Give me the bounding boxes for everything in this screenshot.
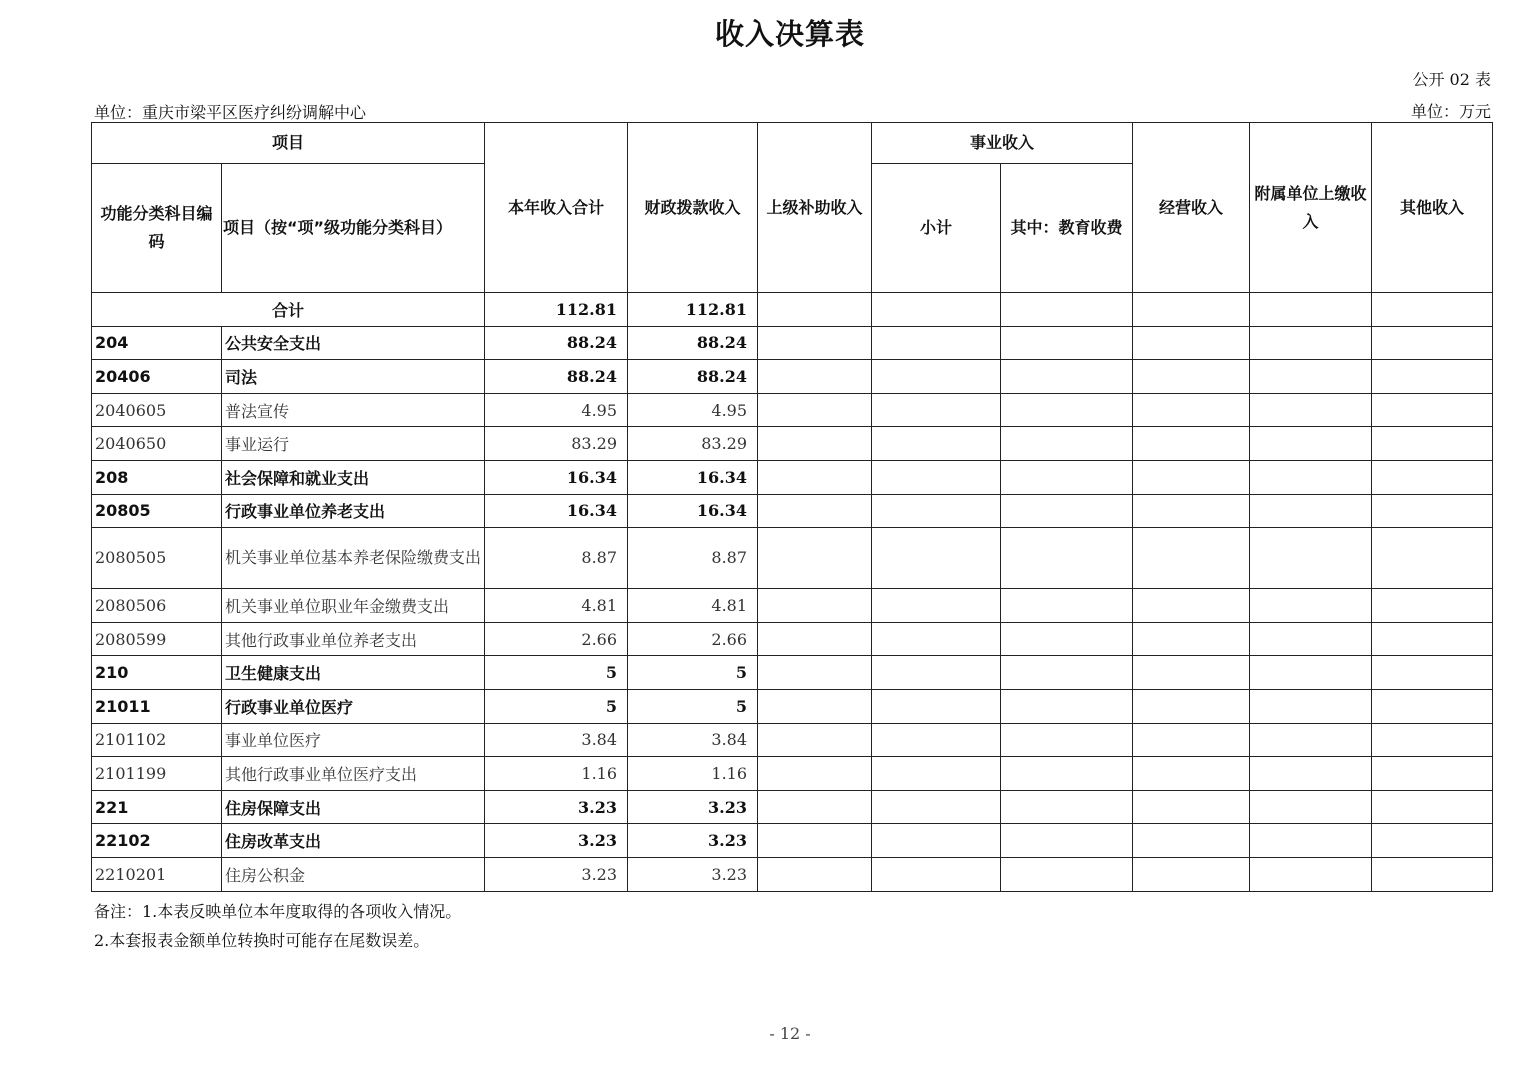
fiscal-cell: 3.84	[628, 723, 758, 757]
total-cell: 4.81	[485, 589, 628, 623]
name-cell: 其他行政事业单位医疗支出	[222, 757, 485, 791]
total-cell: 16.34	[485, 460, 628, 494]
fiscal-cell: 88.24	[628, 326, 758, 360]
header-total-income: 本年收入合计	[485, 123, 628, 293]
fiscal-cell: 8.87	[628, 528, 758, 589]
fiscal-cell: 2.66	[628, 622, 758, 656]
name-cell: 机关事业单位职业年金缴费支出	[222, 589, 485, 623]
name-cell: 事业运行	[222, 427, 485, 461]
name-cell: 住房公积金	[222, 857, 485, 891]
header-education: 其中：教育收费	[1001, 164, 1133, 293]
name-cell: 事业单位医疗	[222, 723, 485, 757]
fiscal-cell: 3.23	[628, 790, 758, 824]
fiscal-cell: 3.23	[628, 857, 758, 891]
name-cell: 司法	[222, 360, 485, 394]
name-cell: 行政事业单位养老支出	[222, 494, 485, 528]
total-cell: 8.87	[485, 528, 628, 589]
fiscal-cell: 3.23	[628, 824, 758, 858]
note-line: 备注：1.本表反映单位本年度取得的各项收入情况。	[94, 902, 462, 921]
fiscal-cell: 5	[628, 689, 758, 723]
table-row-total	[92, 293, 1493, 327]
table-row	[92, 326, 1493, 360]
total-cell: 3.84	[485, 723, 628, 757]
table-row	[92, 689, 1493, 723]
table-row	[92, 494, 1493, 528]
header-affiliated: 附属单位上缴收入	[1250, 123, 1372, 293]
page-title: 收入决算表	[714, 17, 865, 51]
code-cell: 20805	[92, 494, 222, 528]
form-number: 公开 02 表	[1412, 70, 1491, 89]
code-cell: 2210201	[92, 857, 222, 891]
name-cell: 其他行政事业单位养老支出	[222, 622, 485, 656]
code-cell: 21011	[92, 689, 222, 723]
code-cell: 2080506	[92, 589, 222, 623]
name-cell: 住房改革支出	[222, 824, 485, 858]
total-cell: 88.24	[485, 326, 628, 360]
name-cell: 公共安全支出	[222, 326, 485, 360]
header-project: 项目	[92, 123, 485, 164]
table-row	[92, 723, 1493, 757]
code-cell: 22102	[92, 824, 222, 858]
header-name: 项目（按“项”级功能分类科目）	[222, 164, 485, 293]
table-row	[92, 790, 1493, 824]
table-row	[92, 824, 1493, 858]
name-cell: 住房保障支出	[222, 790, 485, 824]
header-other: 其他收入	[1372, 123, 1493, 293]
total-cell: 3.23	[485, 857, 628, 891]
code-cell: 2101102	[92, 723, 222, 757]
fiscal-cell: 83.29	[628, 427, 758, 461]
name-cell: 机关事业单位基本养老保险缴费支出	[222, 528, 485, 589]
code-cell: 2040650	[92, 427, 222, 461]
total-cell: 1.16	[485, 757, 628, 791]
fiscal-cell: 16.34	[628, 494, 758, 528]
note-line: 2.本套报表金额单位转换时可能存在尾数误差。	[94, 931, 430, 950]
code-cell: 2040605	[92, 393, 222, 427]
table-row	[92, 393, 1493, 427]
fiscal-cell: 5	[628, 656, 758, 690]
total-cell: 3.23	[485, 790, 628, 824]
name-cell: 行政事业单位医疗	[222, 689, 485, 723]
total-cell: 5	[485, 656, 628, 690]
total-cell: 2.66	[485, 622, 628, 656]
code-cell: 20406	[92, 360, 222, 394]
table-row	[92, 857, 1493, 891]
total-cell: 16.34	[485, 494, 628, 528]
total-cell: 83.29	[485, 427, 628, 461]
header-operating: 经营收入	[1133, 123, 1250, 293]
fiscal-cell: 16.34	[628, 460, 758, 494]
total-cell: 3.23	[485, 824, 628, 858]
table-row	[92, 427, 1493, 461]
total-label: 合计	[92, 293, 485, 327]
table-row	[92, 622, 1493, 656]
name-cell: 卫生健康支出	[222, 656, 485, 690]
code-cell: 204	[92, 326, 222, 360]
table-row	[92, 656, 1493, 690]
total-cell: 88.24	[485, 360, 628, 394]
total-income-cell: 112.81	[485, 293, 628, 327]
name-cell: 普法宣传	[222, 393, 485, 427]
code-cell: 2080505	[92, 528, 222, 589]
page-number: - 12 -	[769, 1024, 811, 1043]
header-code: 功能分类科目编码	[92, 164, 222, 293]
reporting-unit: 单位：重庆市梁平区医疗纠纷调解中心	[94, 103, 367, 122]
table-row	[92, 460, 1493, 494]
total-cell: 4.95	[485, 393, 628, 427]
table-row	[92, 360, 1493, 394]
total-fiscal-cell: 112.81	[628, 293, 758, 327]
header-business: 事业收入	[872, 123, 1133, 164]
code-cell: 2101199	[92, 757, 222, 791]
header-fiscal: 财政拨款收入	[628, 123, 758, 293]
code-cell: 2080599	[92, 622, 222, 656]
fiscal-cell: 4.81	[628, 589, 758, 623]
code-cell: 210	[92, 656, 222, 690]
fiscal-cell: 88.24	[628, 360, 758, 394]
income-table	[91, 122, 1493, 892]
fiscal-cell: 1.16	[628, 757, 758, 791]
header-superior: 上级补助收入	[758, 123, 872, 293]
code-cell: 208	[92, 460, 222, 494]
notes	[94, 897, 461, 955]
total-cell: 5	[485, 689, 628, 723]
fiscal-cell: 4.95	[628, 393, 758, 427]
name-cell: 社会保障和就业支出	[222, 460, 485, 494]
currency-unit: 单位：万元	[1410, 102, 1491, 121]
header-subtotal: 小计	[872, 164, 1001, 293]
table-row	[92, 589, 1493, 623]
table-row	[92, 757, 1493, 791]
table-row	[92, 528, 1493, 589]
code-cell: 221	[92, 790, 222, 824]
